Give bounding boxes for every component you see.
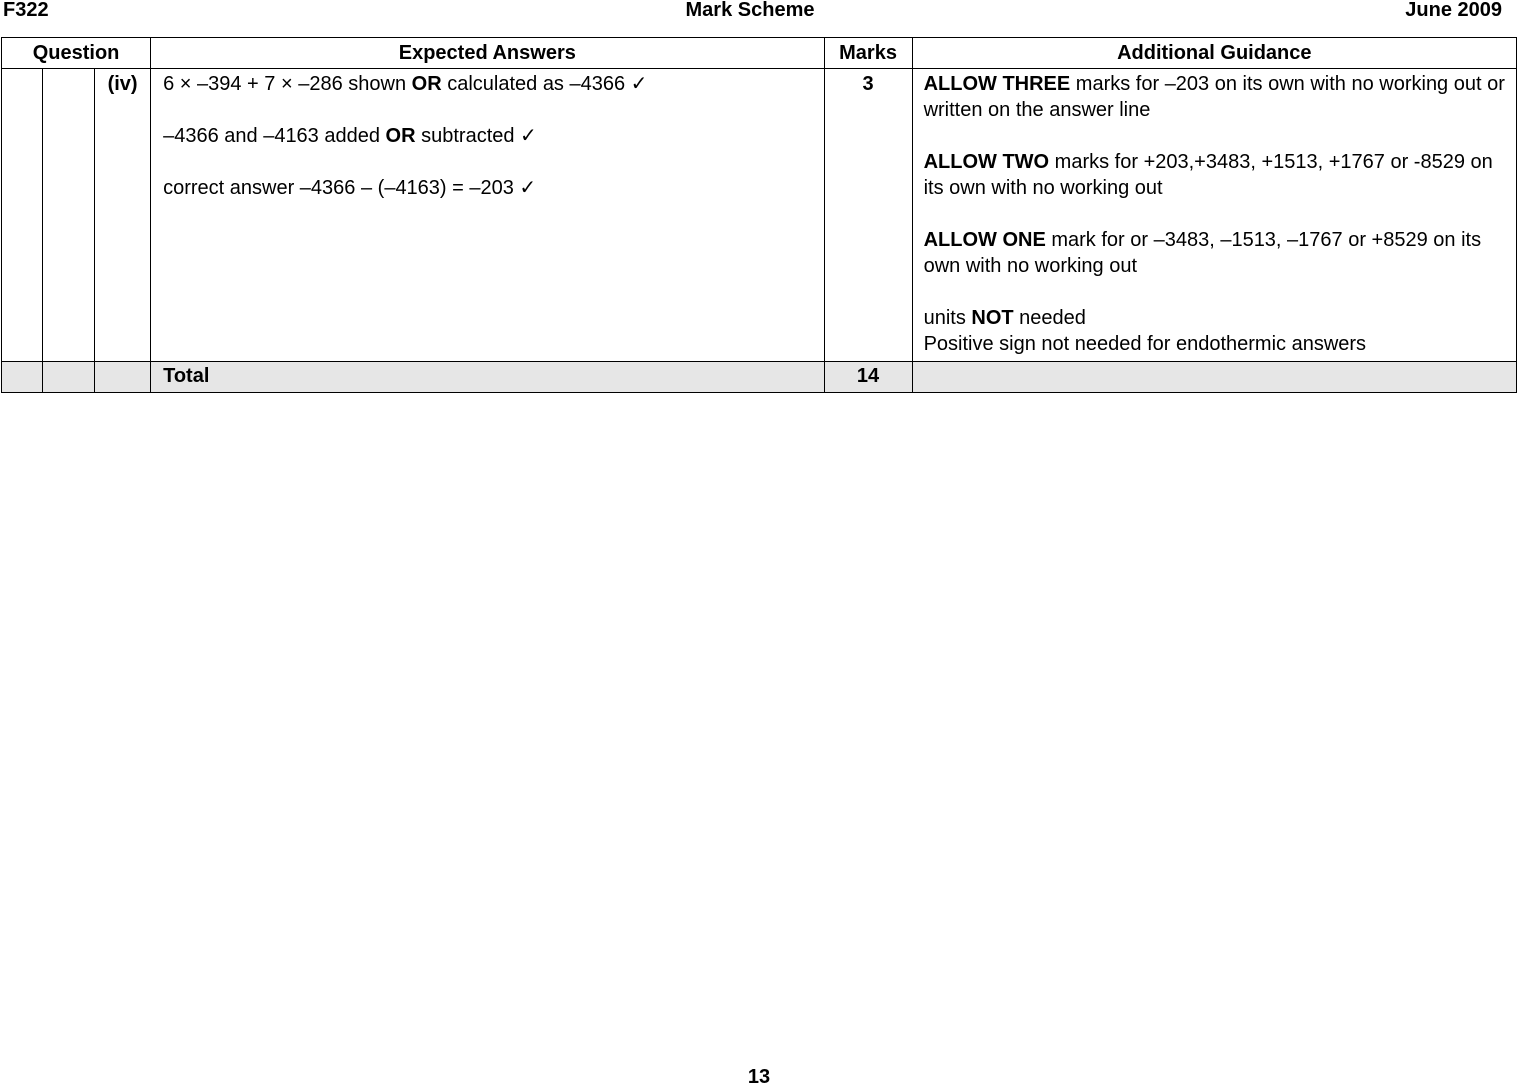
total-guidance-empty <box>912 362 1516 393</box>
mark-scheme-table <box>1 37 1517 393</box>
guidance-allow-one: ALLOW ONE mark for or –3483, –1513, –1767 or +8529 on its own with no working out <box>923 229 1482 277</box>
question-part-cell: (iv) <box>95 69 151 362</box>
page-number: 13 <box>747 1066 771 1088</box>
guidance-allow-two: ALLOW TWO marks for +203,+3483, +1513, +1767 or -8529 on its own with no working out <box>923 151 1493 199</box>
answer-line-1: 6 × –394 + 7 × –286 shown OR calculated as –4366 ✓ <box>163 73 648 95</box>
question-number-cell <box>2 69 43 362</box>
question-subpart-cell <box>43 69 95 362</box>
total-row <box>2 362 1517 393</box>
table-header-row <box>2 38 1517 69</box>
header-paper-code: F322 <box>3 0 49 21</box>
total-empty-cell <box>43 362 95 393</box>
guidance-positive-sign: Positive sign not needed for endothermic answers <box>923 333 1367 355</box>
table-row <box>2 69 1517 362</box>
column-header-guidance: Additional Guidance <box>912 38 1516 69</box>
header-date: June 2009 <box>1405 0 1502 21</box>
total-empty-cell <box>95 362 151 393</box>
column-header-marks: Marks <box>824 38 912 69</box>
header-title: Mark Scheme <box>685 0 815 21</box>
total-empty-cell <box>2 362 43 393</box>
column-header-expected-answers: Expected Answers <box>151 38 824 69</box>
guidance-units: units NOT needed <box>923 307 1086 329</box>
total-marks: 14 <box>824 362 912 393</box>
expected-answers-cell <box>151 69 824 362</box>
total-label: Total <box>151 362 824 393</box>
guidance-allow-three: ALLOW THREE marks for –203 on its own with no working out or written on the answer line <box>923 73 1505 121</box>
guidance-cell <box>912 69 1516 362</box>
column-header-question: Question <box>2 38 151 69</box>
marks-cell: 3 <box>824 69 912 362</box>
answer-line-3: correct answer –4366 – (–4163) = –203 ✓ <box>163 177 537 199</box>
answer-line-2: –4366 and –4163 added OR subtracted ✓ <box>163 125 537 147</box>
